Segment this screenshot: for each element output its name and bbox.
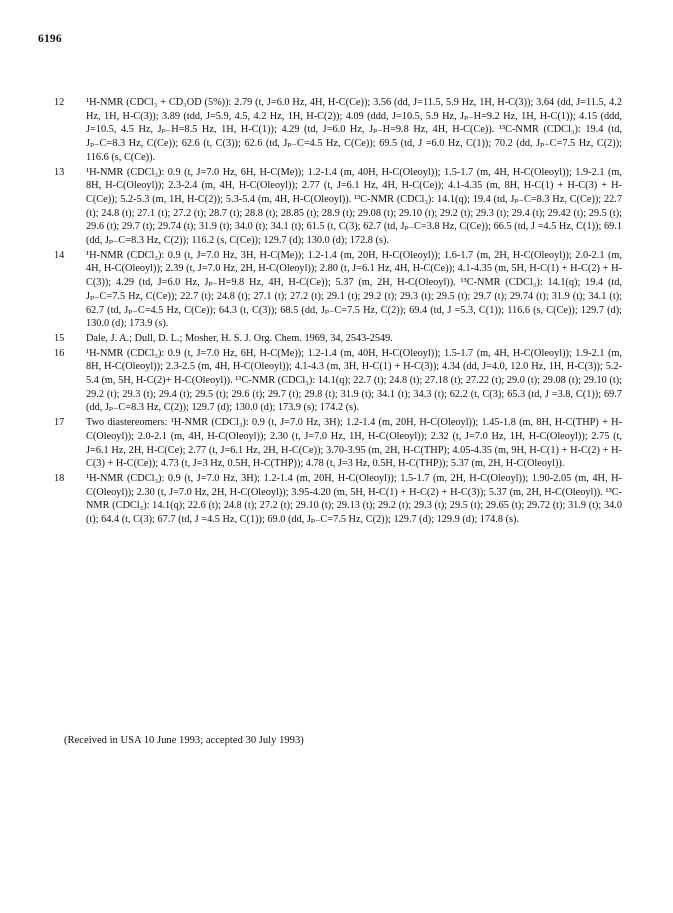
note-number: 18 bbox=[54, 472, 65, 484]
note-number: 15 bbox=[54, 332, 65, 344]
page-number: 6196 bbox=[38, 33, 62, 45]
notes-list bbox=[54, 96, 622, 528]
note-item bbox=[54, 416, 622, 471]
note-item bbox=[54, 96, 622, 165]
note-item bbox=[54, 472, 622, 527]
note-number: 12 bbox=[54, 97, 65, 108]
note-item bbox=[54, 249, 622, 331]
note-item bbox=[54, 332, 622, 346]
note-text: ¹H-NMR (CDCl₃): 0.9 (t, J=7.0 Hz, 6H, H-C(Me)); 1.2-1.4 (m, 40H, H-C(Oleoyl)); 1.5-1.7 (m, 4H, H-C(Oleoyl)); 1.9-2.1 (m, 8H, H-C(Oleoyl)); 2.3-2.4 (m, 4H, H-C(Oleoyl)); 2.77 (t, J=6.1 Hz, 4H, H-C(Ce)); 4.1-4.35 (m, 8H, H-C(1) + H-C(3) + H-C(Ce)); 5.2-5.3 (m, 1H, H-C(2)); 5.3-5.4 (m, 4H, H-C(Oleoyl)). ¹³C-NMR (CDCl₃): 14.1(q); 19.4 (td, Jₚ₋C=8.3 Hz, C(Ce)); 22.7 (t); 24.8 (t); 27.1 (t); 27.2 (t); 28.7 (t); 28.8 (t); 28.85 (t); 28.9 (t); 29.08 (t); 29.10 (t); 29.2 (t); 29.3 (t); 29.4 (t); 29.42 (t); 29.5 (t); 29.6 (t); 29.7 (t); 29.74 (t); 31.9 (t); 34.0 (t); 34.1 (t); 61.5 (t, C(3); 62.7 (td, Jₚ₋C=3.8 Hz, C(Ce)); 66.5 (td, J =4.5 Hz, C(1)); 69.1 (dd, Jₚ₋C=8.3 Hz, C(2)); 116.2 (s, C(Ce)); 129.7 (d); 130.0 (d); 172.8 (s). bbox=[86, 166, 622, 247]
note-number: 13 bbox=[54, 166, 65, 178]
received-date: (Received in USA 10 June 1993; accepted 30 July 1993) bbox=[64, 735, 304, 746]
note-item bbox=[54, 166, 622, 248]
note-number: 14 bbox=[54, 249, 65, 261]
note-number: 17 bbox=[54, 417, 65, 429]
note-text: Dale, J. A.; Dull, D. L.; Mosher, H. S. J. Org. Chem. 1969, 34, 2543-2549. bbox=[86, 332, 393, 344]
note-text: Two diastereomers: ¹H-NMR (CDCl₃): 0.9 (t, J=7.0 Hz, 3H); 1.2-1.4 (m, 20H, H-C(Oleoyl)); 1.45-1.8 (m, 8H, H-C(THP) + H-C(Oleoyl)); 2.0-2.1 (m, 4H, H-C(Oleoyl)); 2.30 (t, J=7.0 Hz, 1H, H-C(Oleoyl)); 2.32 (t, J=7.0 Hz, 1H, H-C(Oleoyl)); 2.75 (t, J=6.1 Hz, 2H, H-C(Ce); 2.77 (t, J=6.1 Hz, 2H, H-C(Ce)); 3.70-3.95 (m, 2H, H-C(THP); 4.05-4.35 (m, 9H, H-C(1) + H-C(2) + H-C(3) + H-C(Ce)); 4.73 (t, J=3 Hz, 0.5H, H-C(THP)); 4.78 (t, J=3 Hz, 0.5H, H-C(THP)); 5.37 (m, 2H, H-C(Oleoyl)). bbox=[86, 417, 622, 470]
note-number: 16 bbox=[54, 347, 65, 359]
note-item bbox=[54, 347, 622, 416]
note-text: ¹H-NMR (CDCl₃): 0.9 (t, J=7.0 Hz, 3H, H-C(Me)); 1.2-1.4 (m, 20H, H-C(Oleoyl)); 1.6-1.7 (m, 2H, H-C(Oleoyl)); 2.0-2.1 (m, 4H, H-C(Oleoyl)); 2.39 (t, J=7.0 Hz, 2H, H-C(Oleoyl)); 2.80 (t, J=6.1 Hz, 4H, H-C(Ce)); 4.1-4.35 (m, 5H, H-C(1) + H-C(2) + H-C(3)); 4.29 (td, J=6.0 Hz, Jₚ₋H=9.8 Hz, 4H, H-C(Ce)); 5.37 (m, 2H, H-C(Oleoyl)). ¹³C-NMR (CDCl₃): 14.1(q); 19.4 (td, Jₚ₋C=7.5 Hz, C(Ce)); 22.7 (t); 24.8 (t); 27.1 (t); 27.2 (t); 29.1 (t); 29.2 (t); 29.3 (t); 29.5 (t); 29.7 (t); 29.74 (t); 31.9 (t); 34.1 (t); 62.7 (td, Jₚ₋C=4.5 Hz, C(Ce)); 64.3 (t, C(3)); 68.5 (dd, Jₚ₋C=7.5 Hz, C(2)); 69.4 (td, J =5.3, C(1)); 116.6 (s, C(Ce)); 129.7 (d); 130.0 (d); 173.9 (s). bbox=[86, 249, 622, 330]
note-text: ¹H-NMR (CDCl₃): 0.9 (t, J=7.0 Hz, 3H); 1.2-1.4 (m, 20H, H-C(Oleoyl)); 1.5-1.7 (m, 2H, H-C(Oleoyl)); 1.90-2.05 (m, 4H, H-C(Oleoyl)); 2.30 (t, J=7.0 Hz, 2H, H-C(Oleoyl)); 3.95-4.20 (m, 5H, H-C(1) + H-C(2) + H-C(3)); 5.37 (m, 2H, H-C(Oleoyl)). ¹³C-NMR (CDCl₃): 14.1(q); 22.6 (t); 24.8 (t); 27.2 (t); 29.10 (t); 29.13 (t); 29.2 (t); 29.3 (t); 29.5 (t); 29.65 (t); 29.72 (t); 31.9 (t); 34.0 (t); 64.4 (t, C(3); 67.7 (td, J =4.5 Hz, C(1)); 69.0 (dd, Jₚ₋C=7.5 Hz, C(2)); 129.7 (d); 129.9 (d); 174.8 (s). bbox=[86, 472, 622, 526]
note-text: ¹H-NMR (CDCl₃): 0.9 (t, J=7.0 Hz, 6H, H-C(Me)); 1.2-1.4 (m, 40H, H-C(Oleoyl)); 1.5-1.7 (m, 4H, H-C(Oleoyl)); 1.9-2.1 (m, 8H, H-C(Oleoyl)); 2.3-2.5 (m, 4H, H-C(Oleoyl)); 4.1-4.3 (m, 3H, H-C(1) + H-C(3)); 4.34 (dd, J=4.0, 12.0 Hz, 1H, H-C(3)); 5.2-5.4 (m, 5H, H-C(2)+ H-C(Oleoyl)). ¹³C-NMR (CDCl₃): 14.1(q); 22.7 (t); 24.8 (t); 27.18 (t); 27.22 (t); 29.0 (t); 29.08 (t); 29.10 (t); 29.2 (t); 29.3 (t); 29.4 (t); 29.5 (t); 29.6 (t); 29.7 (t); 29.8 (t); 31.9 (t); 34.1 (t); 34.3 (t); 62.2 (t, C(3); 65.3 (td, J =3.8, C(1)); 69.7 (dd, Jₚ₋C=8.3 Hz, C(2)); 129.7 (d); 130.0 (d); 173.9 (s); 174.2 (s). bbox=[86, 347, 622, 414]
note-text: ¹H-NMR (CDCl₃ + CD₃OD (5%)): 2.79 (t, J=6.0 Hz, 4H, H-C(Ce)); 3.56 (dd, J=11.5, 5.9 Hz, 1H, H-C(3)); 3.64 (dd, J=11.5, 4.2 Hz, 1H, H-C(3)); 3.89 (tdd, J=5.9, 4.5, 4.2 Hz, 1H, H-C(2)); 4.09 (ddd, J=10.5, 5.9 Hz, Jₚ₋H=9.2 Hz, 1H, H-C(1)); 4.15 (ddd, J=10.5, 4.5 Hz, Jₚ₋H=8.5 Hz, 1H, H-C(1)); 4.29 (td, J=6.0 Hz, Jₚ₋H=9.8 Hz, 4H, H-C(Ce)). ¹³C-NMR (CDCl₃): 19.4 (td, Jₚ₋C=8.3 Hz, C(Ce)); 62.6 (t, C(3)); 62.6 (td, Jₚ₋C=4.5 Hz, C(Ce)); 69.5 (td, J =6.0 Hz, C(1)); 70.2 (dd, Jₚ₋C=7.5 Hz, C(2)); 116.6 (s, C(Ce)). bbox=[86, 97, 622, 163]
